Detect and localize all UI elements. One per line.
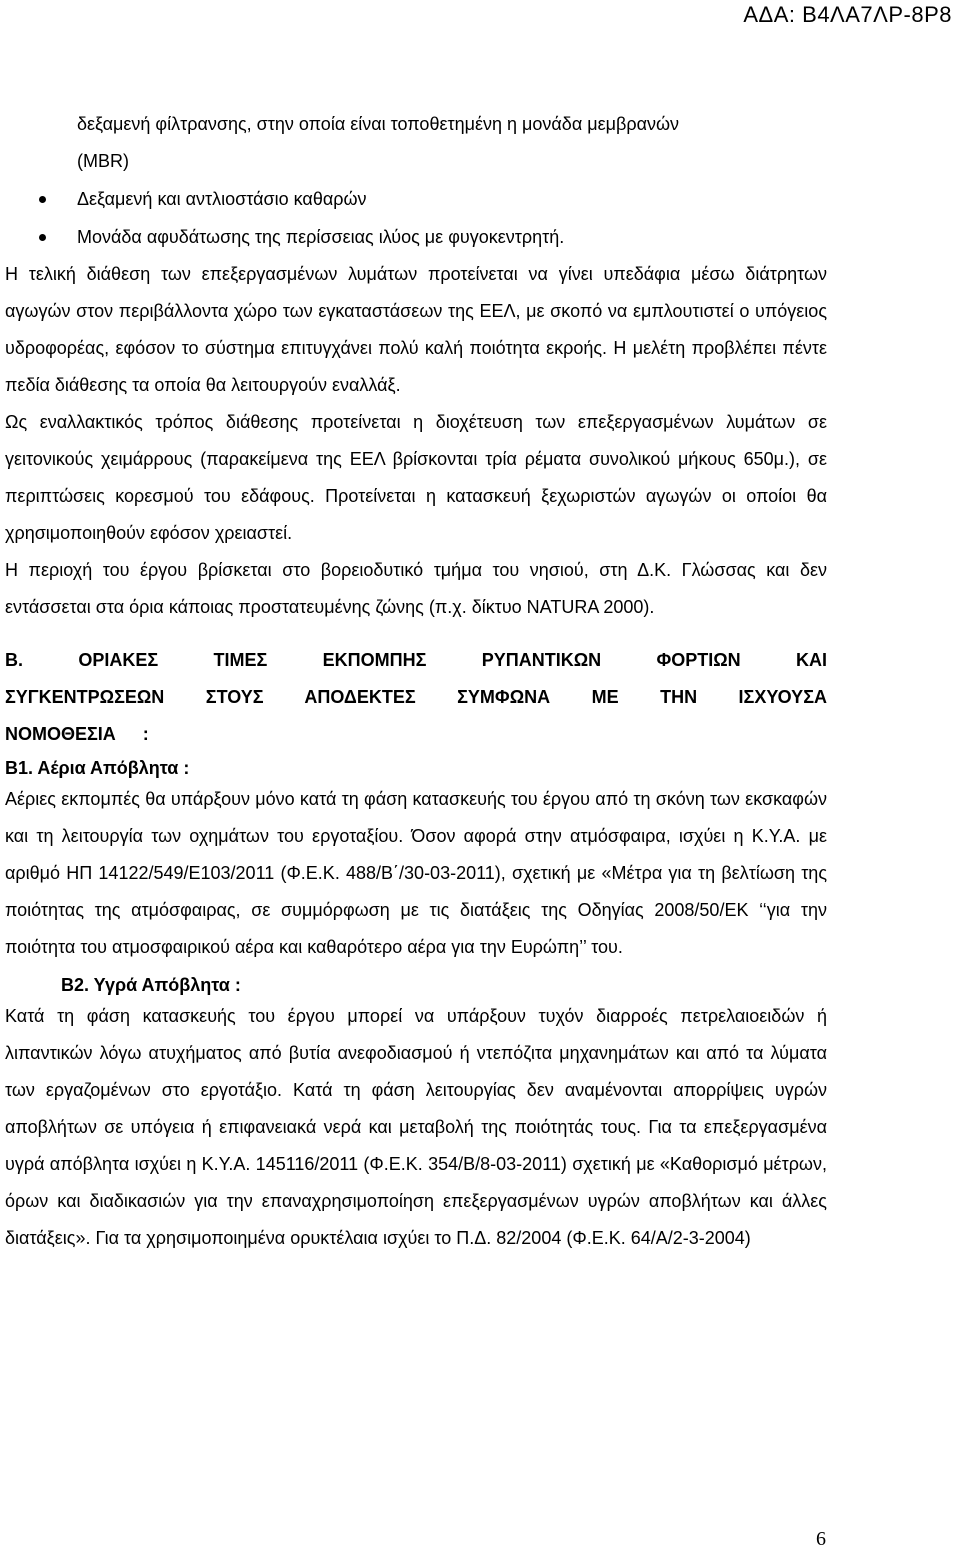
list-item (5, 218, 827, 256)
bullet-icon (39, 234, 46, 241)
section-b1-text: Αέριες εκπομπές θα υπάρξουν μόνο κατά τη φάση κατασκευής του έργου από τη σκόνη των εκσκαφών και τη λειτουργία των οχημάτων του εργοταξίου. Όσον αφορά στην ατμόσφαιρα, ισχύει η Κ.Υ.Α. με αριθμό ΗΠ 14122/549/Ε103/2011 (Φ.Ε.Κ. 488/Β΄/30-03-2011), σχετική με «Μέτρα για τη βελτίωση της ποιότητας της ατμόσφαιρας, σε συμμόρφωση με τις διατάξεις της Οδηγίας 2008/50/ΕΚ ‘‘για την ποιότητα του ατμοσφαιρικού αέρα και καθαρότερο αέρα για την Ευρώπη’’ του. (5, 789, 827, 957)
intro-line-1: δεξαμενή φίλτρανσης, στην οποία είναι τοποθετημένη η μονάδα μεμβρανών (77, 114, 680, 134)
bullet-list (5, 180, 827, 256)
paragraph-disposal: Η τελική διάθεση των επεξεργασμένων λυμάτων προτείνεται να γίνει υπεδάφια μέσω διάτρητων αγωγών στον περιβάλλοντα χώρο των εγκαταστάσεων της ΕΕΛ, με σκοπό να εμπλουτιστεί ο υπόγειος υδροφορέας, εφόσον το σύστημα επιτυγχάνει πολύ καλή ποιότητα εκροής. Η μελέτη προβλέπει πέντε πεδία διάθεσης τα οποία θα λειτουργούν εναλλάξ. (5, 264, 827, 395)
ada-code: ΑΔΑ: Β4ΛΑ7ΛΡ-8Ρ8 (743, 2, 952, 27)
intro-line-2: (MBR) (77, 151, 129, 171)
list-item (5, 180, 827, 218)
list-item-text: Δεξαμενή και αντλιοστάσιο καθαρών (77, 189, 367, 209)
section-b2-text: Κατά τη φάση κατασκευής του έργου μπορεί να υπάρξουν τυχόν διαρροές πετρελαιοειδών ή λιπαντικών λόγω ατυχήματος από βυτία ανεφοδιασμού ή ντεπόζιτα μηχανημάτων και από τα λύματα των εργαζομένων στο εργοτάξιο. Κατά τη φάση λειτουργίας δεν αναμένονται απορρίψεις υγρών αποβλήτων σε υπόγεια ή επιφανειακά νερά και μεταβολή της ποιότητάς τους. Για τα επεξεργασμένα υγρά απόβλητα ισχύει η Κ.Υ.Α. 145116/2011 (Φ.Ε.Κ. 354/Β/8-03-2011) σχετική με «Καθορισμό μέτρων, όρων και διαδικασιών για την επαναχρησιμοποίηση επεξεργασμένων υγρών αποβλήτων και άλλες διατάξεις». Για τα χρησιμοποιημένα ορυκτέλαια ισχύει το Π.Δ. 82/2004 (Φ.Ε.Κ. 64/Α/2-3-2004) (5, 1006, 827, 1248)
paragraph-location: Η περιοχή του έργου βρίσκεται στο βορειοδυτικό τμήμα του νησιού, στη Δ.Κ. Γλώσσας και δεν εντάσσεται στα όρια κάποιας προστατευμένης ζώνης (π.χ. δίκτυο NATURA 2000). (5, 560, 827, 617)
section-b2-title: Β2. Υγρά Απόβλητα : (61, 975, 241, 995)
paragraph-alternative: Ως εναλλακτικός τρόπος διάθεσης προτείνεται η διοχέτευση των επεξεργασμένων λυμάτων σε γειτονικούς χειμάρρους (παρακείμενα της ΕΕΛ βρίσκονται τρία ρέματα συνολικού μήκους 650μ.), σε περιπτώσεις κορεσμού του εδάφους. Προτείνεται η κατασκευή ξεχωριστών αγωγών οι οποίοι θα χρησιμοποιηθούν εφόσον χρειαστεί. (5, 412, 827, 543)
page-number: 6 (816, 1528, 826, 1550)
section-b-heading: Β. ΟΡΙΑΚΕΣ ΤΙΜΕΣ ΕΚΠΟΜΠΗΣ ΡΥΠΑΝΤΙΚΩΝ ΦΟΡΤΙΩΝ ΚΑΙ ΣΥΓΚΕΝΤΡΩΣΕΩΝ ΣΤΟΥΣ ΑΠΟΔΕΚΤΕΣ ΣΥΜΦΩΝΑ ΜΕ ΤΗΝ ΙΣΧΥΟΥΣΑ ΝΟΜΟΘΕΣΙΑ : (5, 650, 827, 744)
document-body (5, 106, 827, 1257)
bullet-icon (39, 196, 46, 203)
list-item-text: Μονάδα αφυδάτωσης της περίσσειας ιλύος με φυγοκεντρητή. (77, 227, 565, 247)
section-b1-title: Β1. Αέρια Απόβλητα : (5, 758, 190, 778)
